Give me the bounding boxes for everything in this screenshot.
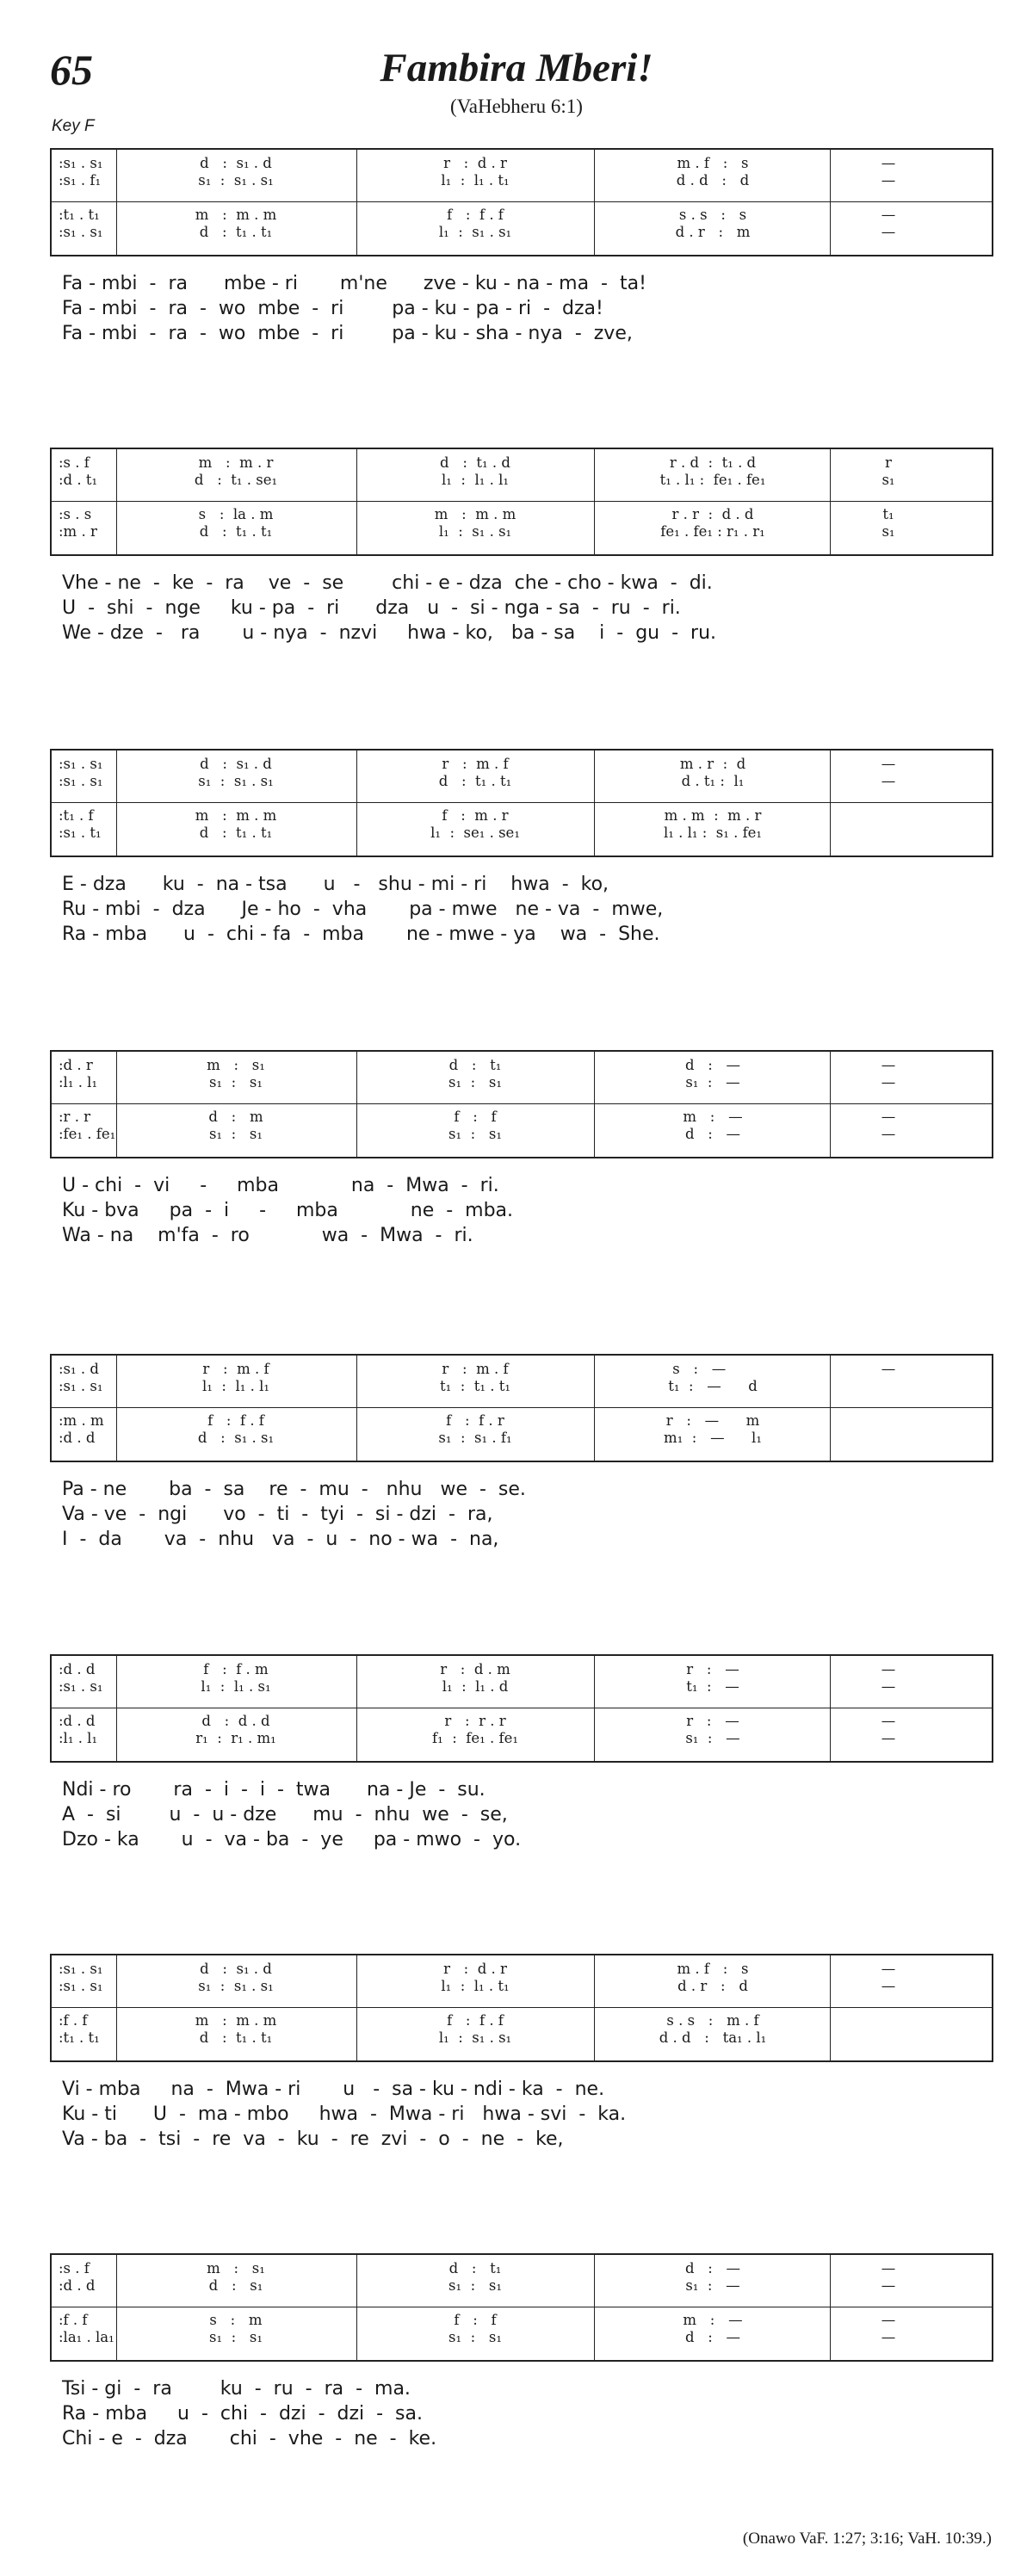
- measure-notes: d : s₁ . d s₁ : s₁ . s₁ m : m . m d : t₁ . t₁: [195, 1961, 277, 2046]
- scripture-reference: (VaHebheru 6:1): [450, 96, 583, 117]
- measure-notes: d : — s₁ : — m : — d : —: [683, 2260, 743, 2345]
- bar-line: [594, 1052, 595, 1157]
- measure-notes: d : s₁ . d s₁ : s₁ . s₁ m : m . m d : t₁ . t₁: [195, 756, 277, 841]
- bar-line: [594, 1656, 595, 1761]
- lyric-line: U - chi - vi - mba na - Mwa - ri.: [62, 1175, 499, 1196]
- bar-line: [594, 150, 595, 255]
- notation-box: [50, 749, 993, 857]
- lyric-line: Dzo - ka u - va - ba - ye pa - mwo - yo.: [62, 1829, 522, 1850]
- notation-box: [50, 1654, 993, 1763]
- measure-notes: :d . d :s₁ . s₁ :d . d :l₁ . l₁: [59, 1661, 103, 1746]
- measure-notes: :s . f :d . d :f . f :la₁ . la₁: [59, 2260, 114, 2345]
- lyric-line: Ra - mba u - chi - fa - mba ne - mwe - ya wa - She.: [62, 924, 660, 945]
- bar-line: [116, 449, 117, 554]
- bar-line: [830, 2255, 831, 2360]
- hymn-title: Fambira Mberi!: [380, 46, 653, 90]
- measure-notes: r : m . f t₁ : t₁ . t₁ f : f . r s₁ : s₁ . f₁: [438, 1361, 512, 1446]
- lyric-line: Ru - mbi - dza Je - ho - vha pa - mwe ne - va - mwe,: [62, 899, 664, 920]
- lyric-line: Ku - ti U - ma - mbo hwa - Mwa - ri hwa - svi - ka.: [62, 2103, 627, 2125]
- lyric-line: Ku - bva pa - i - mba ne - mba.: [62, 1200, 514, 1221]
- staff-divider: [52, 501, 992, 502]
- lyric-line: U - shi - nge ku - pa - ri dza u - si - nga - sa - ru - ri.: [62, 597, 681, 619]
- measure-notes: s : — t₁ : — d r : — m m₁ : — l₁: [664, 1361, 762, 1446]
- lyric-line: We - dze - ra u - nya - nzvi hwa - ko, ba - sa i - gu - ru.: [62, 622, 717, 644]
- bar-line: [356, 1356, 357, 1461]
- measure-notes: r : d . r l₁ : l₁ . t₁ f : f . f l₁ : s₁ . s₁: [438, 1961, 512, 2046]
- measure-notes: :s₁ . s₁ :s₁ . s₁ :t₁ . f :s₁ . t₁: [59, 756, 103, 841]
- bar-line: [594, 1356, 595, 1461]
- lyric-line: Wa - na m'fa - ro wa - Mwa - ri.: [62, 1225, 473, 1246]
- measure-notes: m . f : s d . r : d s . s : m . f d . d : ta₁ . l₁: [659, 1961, 767, 2046]
- measure-notes: r : d . r l₁ : l₁ . t₁ f : f . f l₁ : s₁ . s₁: [438, 155, 512, 240]
- measure-notes: f : f . m l₁ : l₁ . s₁ d : d . d r₁ : r₁ . m₁: [195, 1661, 276, 1746]
- lyric-line: E - dza ku - na - tsa u - shu - mi - ri hwa - ko,: [62, 874, 609, 895]
- staff-divider: [52, 2007, 992, 2008]
- bar-line: [830, 751, 831, 856]
- measure-notes: m : m . r d : t₁ . se₁ s : la . m d : t₁ . t₁: [194, 454, 278, 540]
- notation-box: [50, 1954, 993, 2062]
- measure-notes: —: [881, 1361, 896, 1377]
- notation-box: [50, 1354, 993, 1462]
- measure-notes: m . r : d d . t₁ : l₁ m . m : m . r l₁ . l₁ : s₁ . fe₁: [663, 756, 763, 841]
- notation-box: [50, 1050, 993, 1158]
- measure-notes: r : m . f l₁ : l₁ . l₁ f : f . f d : s₁ . s₁: [197, 1361, 275, 1446]
- notation-box: [50, 2253, 993, 2362]
- measure-notes: r : d . m l₁ : l₁ . d r : r . r f₁ : fe₁ . fe₁: [432, 1661, 518, 1746]
- lyric-line: Vi - mba na - Mwa - ri u - sa - ku - ndi - ka - ne.: [62, 2079, 605, 2100]
- measure-notes: r s₁ t₁ s₁: [881, 454, 895, 540]
- measure-notes: r . d : t₁ . d t₁ . l₁ : fe₁ . fe₁ r . r : d . d fe₁ . fe₁ : r₁ . r₁: [659, 454, 766, 540]
- hymn-number: 65: [50, 46, 93, 94]
- bar-line: [356, 2255, 357, 2360]
- bar-line: [116, 1356, 117, 1461]
- lyric-line: Chi - e - dza chi - vhe - ne - ke.: [62, 2428, 437, 2449]
- bar-line: [356, 150, 357, 255]
- bar-line: [594, 449, 595, 554]
- lyric-line: A - si u - u - dze mu - nhu we - se,: [62, 1804, 508, 1825]
- bar-line: [116, 150, 117, 255]
- measure-notes: :s₁ . d :s₁ . s₁ :m . m :d . d: [59, 1361, 104, 1446]
- bar-line: [830, 1955, 831, 2060]
- bar-line: [356, 751, 357, 856]
- staff-divider: [52, 802, 992, 803]
- bar-line: [830, 1052, 831, 1157]
- key-signature: Key F: [52, 117, 95, 135]
- bar-line: [116, 1656, 117, 1761]
- measure-notes: d : t₁ s₁ : s₁ f : f s₁ : s₁: [448, 2260, 502, 2345]
- measure-notes: — — — —: [881, 2260, 896, 2345]
- measure-notes: m : s₁ d : s₁ s : m s₁ : s₁: [207, 2260, 265, 2345]
- measure-notes: — — — —: [881, 155, 896, 240]
- lyric-line: Va - ba - tsi - re va - ku - re zvi - o - ne - ke,: [62, 2128, 564, 2150]
- bar-line: [116, 2255, 117, 2360]
- lyric-line: Vhe - ne - ke - ra ve - se chi - e - dza che - cho - kwa - di.: [62, 572, 713, 594]
- lyric-line: I - da va - nhu va - u - no - wa - na,: [62, 1529, 499, 1550]
- bar-line: [356, 1656, 357, 1761]
- measure-notes: m : s₁ s₁ : s₁ d : m s₁ : s₁: [207, 1057, 265, 1142]
- lyric-line: Ndi - ro ra - i - i - twa na - Je - su.: [62, 1779, 486, 1801]
- measure-notes: — —: [881, 756, 896, 789]
- measure-notes: m . f : s d . d : d s . s : s d . r : m: [675, 155, 751, 240]
- lyric-line: Pa - ne ba - sa re - mu - nhu we - se.: [62, 1479, 526, 1500]
- lyric-line: Ra - mba u - chi - dzi - dzi - sa.: [62, 2403, 423, 2425]
- notation-box: [50, 148, 993, 256]
- bar-line: [830, 150, 831, 255]
- lyric-line: Fa - mbi - ra - wo mbe - ri pa - ku - sha - nya - zve,: [62, 323, 633, 344]
- lyric-line: Fa - mbi - ra mbe - ri m'ne zve - ku - na - ma - ta!: [62, 273, 646, 294]
- staff-divider: [52, 1407, 992, 1408]
- staff-divider: [52, 201, 992, 202]
- staff-divider: [52, 1103, 992, 1104]
- bar-line: [594, 2255, 595, 2360]
- measure-notes: d : t₁ s₁ : s₁ f : f s₁ : s₁: [448, 1057, 502, 1142]
- bar-line: [356, 1052, 357, 1157]
- notation-box: [50, 448, 993, 556]
- measure-notes: :s₁ . s₁ :s₁ . s₁ :f . f :t₁ . t₁: [59, 1961, 103, 2046]
- bar-line: [356, 449, 357, 554]
- bar-line: [594, 751, 595, 856]
- measure-notes: d : t₁ . d l₁ : l₁ . l₁ m : m . m l₁ : s₁ . s₁: [434, 454, 516, 540]
- measure-notes: :d . r :l₁ . l₁ :r . r :fe₁ . fe₁: [59, 1057, 116, 1142]
- bar-line: [830, 1656, 831, 1761]
- footer-reference: (Onawo VaF. 1:27; 3:16; VaH. 10:39.): [742, 2530, 992, 2548]
- bar-line: [830, 449, 831, 554]
- measure-notes: :s . f :d . t₁ :s . s :m . r: [59, 454, 98, 540]
- lyric-line: Tsi - gi - ra ku - ru - ra - ma.: [62, 2378, 411, 2400]
- bar-line: [830, 1356, 831, 1461]
- measure-notes: — — — —: [881, 1057, 896, 1142]
- measure-notes: — — — —: [881, 1661, 896, 1746]
- bar-line: [116, 1955, 117, 2060]
- measure-notes: r : m . f d : t₁ . t₁ f : m . r l₁ : se₁ . se₁: [430, 756, 520, 841]
- bar-line: [116, 1052, 117, 1157]
- measure-notes: :s₁ . s₁ :s₁ . f₁ :t₁ . t₁ :s₁ . s₁: [59, 155, 103, 240]
- measure-notes: — —: [881, 1961, 896, 1994]
- lyric-line: Fa - mbi - ra - wo mbe - ri pa - ku - pa - ri - dza!: [62, 298, 603, 319]
- measure-notes: d : — s₁ : — m : — d : —: [683, 1057, 743, 1142]
- bar-line: [116, 751, 117, 856]
- lyric-line: Va - ve - ngi vo - ti - tyi - si - dzi - ra,: [62, 1504, 493, 1525]
- measure-notes: r : — t₁ : — r : — s₁ : —: [685, 1661, 740, 1746]
- bar-line: [594, 1955, 595, 2060]
- bar-line: [356, 1955, 357, 2060]
- measure-notes: d : s₁ . d s₁ : s₁ . s₁ m : m . m d : t₁ . t₁: [195, 155, 277, 240]
